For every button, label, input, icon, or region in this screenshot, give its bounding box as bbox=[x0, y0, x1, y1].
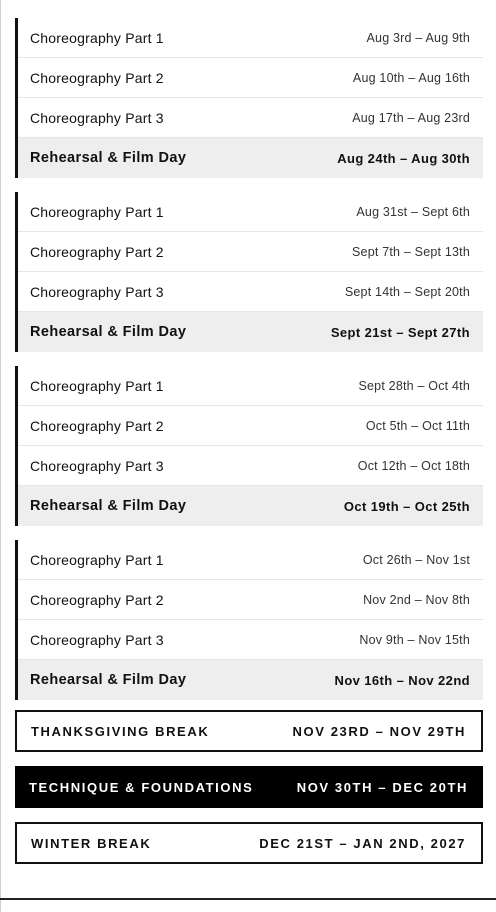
row-label: Choreography Part 1 bbox=[30, 377, 164, 394]
row-label: Rehearsal & Film Day bbox=[30, 324, 187, 340]
row-dates: Sept 14th – Sept 20th bbox=[344, 284, 470, 299]
row-dates: Aug 24th – Aug 30th bbox=[337, 150, 470, 166]
page-left-border bbox=[0, 0, 1, 912]
schedule-row bbox=[18, 620, 483, 660]
row-dates: Sept 28th – Oct 4th bbox=[358, 378, 470, 393]
schedule-row-rehearsal bbox=[18, 312, 483, 352]
schedule-row bbox=[18, 192, 483, 232]
row-dates: Sept 21st – Sept 27th bbox=[330, 324, 470, 340]
schedule-row bbox=[18, 18, 483, 58]
schedule-row bbox=[18, 272, 483, 312]
schedule-row bbox=[18, 232, 483, 272]
winter-break-banner bbox=[15, 822, 483, 864]
row-label: Choreography Part 3 bbox=[30, 109, 164, 126]
row-label: Choreography Part 3 bbox=[30, 457, 164, 474]
row-label: Rehearsal & Film Day bbox=[30, 498, 187, 514]
schedule-block-4 bbox=[15, 540, 483, 700]
schedule-row-rehearsal bbox=[18, 660, 483, 700]
banner-label: THANKSGIVING BREAK bbox=[31, 723, 210, 739]
banner-label: WINTER BREAK bbox=[31, 835, 152, 851]
row-label: Choreography Part 2 bbox=[30, 69, 164, 86]
schedule-row bbox=[18, 366, 483, 406]
row-dates: Aug 3rd – Aug 9th bbox=[366, 30, 470, 45]
schedule-list bbox=[15, 18, 483, 714]
row-dates: Aug 31st – Sept 6th bbox=[356, 204, 470, 219]
schedule-row bbox=[18, 58, 483, 98]
row-dates: Nov 2nd – Nov 8th bbox=[363, 592, 470, 607]
row-label: Rehearsal & Film Day bbox=[30, 672, 187, 688]
schedule-block-1 bbox=[15, 18, 483, 178]
row-label: Choreography Part 3 bbox=[30, 283, 164, 300]
row-dates: Nov 16th – Nov 22nd bbox=[334, 672, 470, 688]
row-dates: Nov 9th – Nov 15th bbox=[359, 632, 470, 647]
schedule-block-3 bbox=[15, 366, 483, 526]
schedule-row bbox=[18, 580, 483, 620]
row-label: Choreography Part 1 bbox=[30, 203, 164, 220]
row-dates: Oct 5th – Oct 11th bbox=[365, 418, 470, 433]
schedule-row-rehearsal bbox=[18, 138, 483, 178]
row-dates: Oct 26th – Nov 1st bbox=[362, 552, 470, 567]
banner-dates: NOV 23RD – NOV 29TH bbox=[292, 723, 466, 739]
row-dates: Oct 12th – Oct 18th bbox=[357, 458, 470, 473]
schedule-row bbox=[18, 540, 483, 580]
row-dates: Aug 17th – Aug 23rd bbox=[352, 110, 470, 125]
schedule-row bbox=[18, 446, 483, 486]
row-label: Choreography Part 2 bbox=[30, 591, 164, 608]
banner-label: TECHNIQUE & FOUNDATIONS bbox=[29, 779, 254, 795]
bottom-divider bbox=[0, 898, 496, 900]
row-label: Choreography Part 1 bbox=[30, 551, 164, 568]
technique-foundations-banner bbox=[15, 766, 483, 808]
row-dates: Oct 19th – Oct 25th bbox=[343, 498, 470, 514]
schedule-row-rehearsal bbox=[18, 486, 483, 526]
row-label: Choreography Part 1 bbox=[30, 29, 164, 46]
row-label: Choreography Part 2 bbox=[30, 417, 164, 434]
schedule-block-2 bbox=[15, 192, 483, 352]
banner-dates: DEC 21ST – JAN 2ND, 2027 bbox=[259, 835, 466, 851]
row-label: Choreography Part 3 bbox=[30, 631, 164, 648]
row-label: Choreography Part 2 bbox=[30, 243, 164, 260]
schedule-row bbox=[18, 98, 483, 138]
banner-dates: NOV 30TH – DEC 20TH bbox=[296, 779, 468, 795]
row-label: Rehearsal & Film Day bbox=[30, 150, 187, 166]
thanksgiving-break-banner bbox=[15, 710, 483, 752]
row-dates: Sept 7th – Sept 13th bbox=[352, 244, 470, 259]
schedule-row bbox=[18, 406, 483, 446]
row-dates: Aug 10th – Aug 16th bbox=[352, 70, 470, 85]
